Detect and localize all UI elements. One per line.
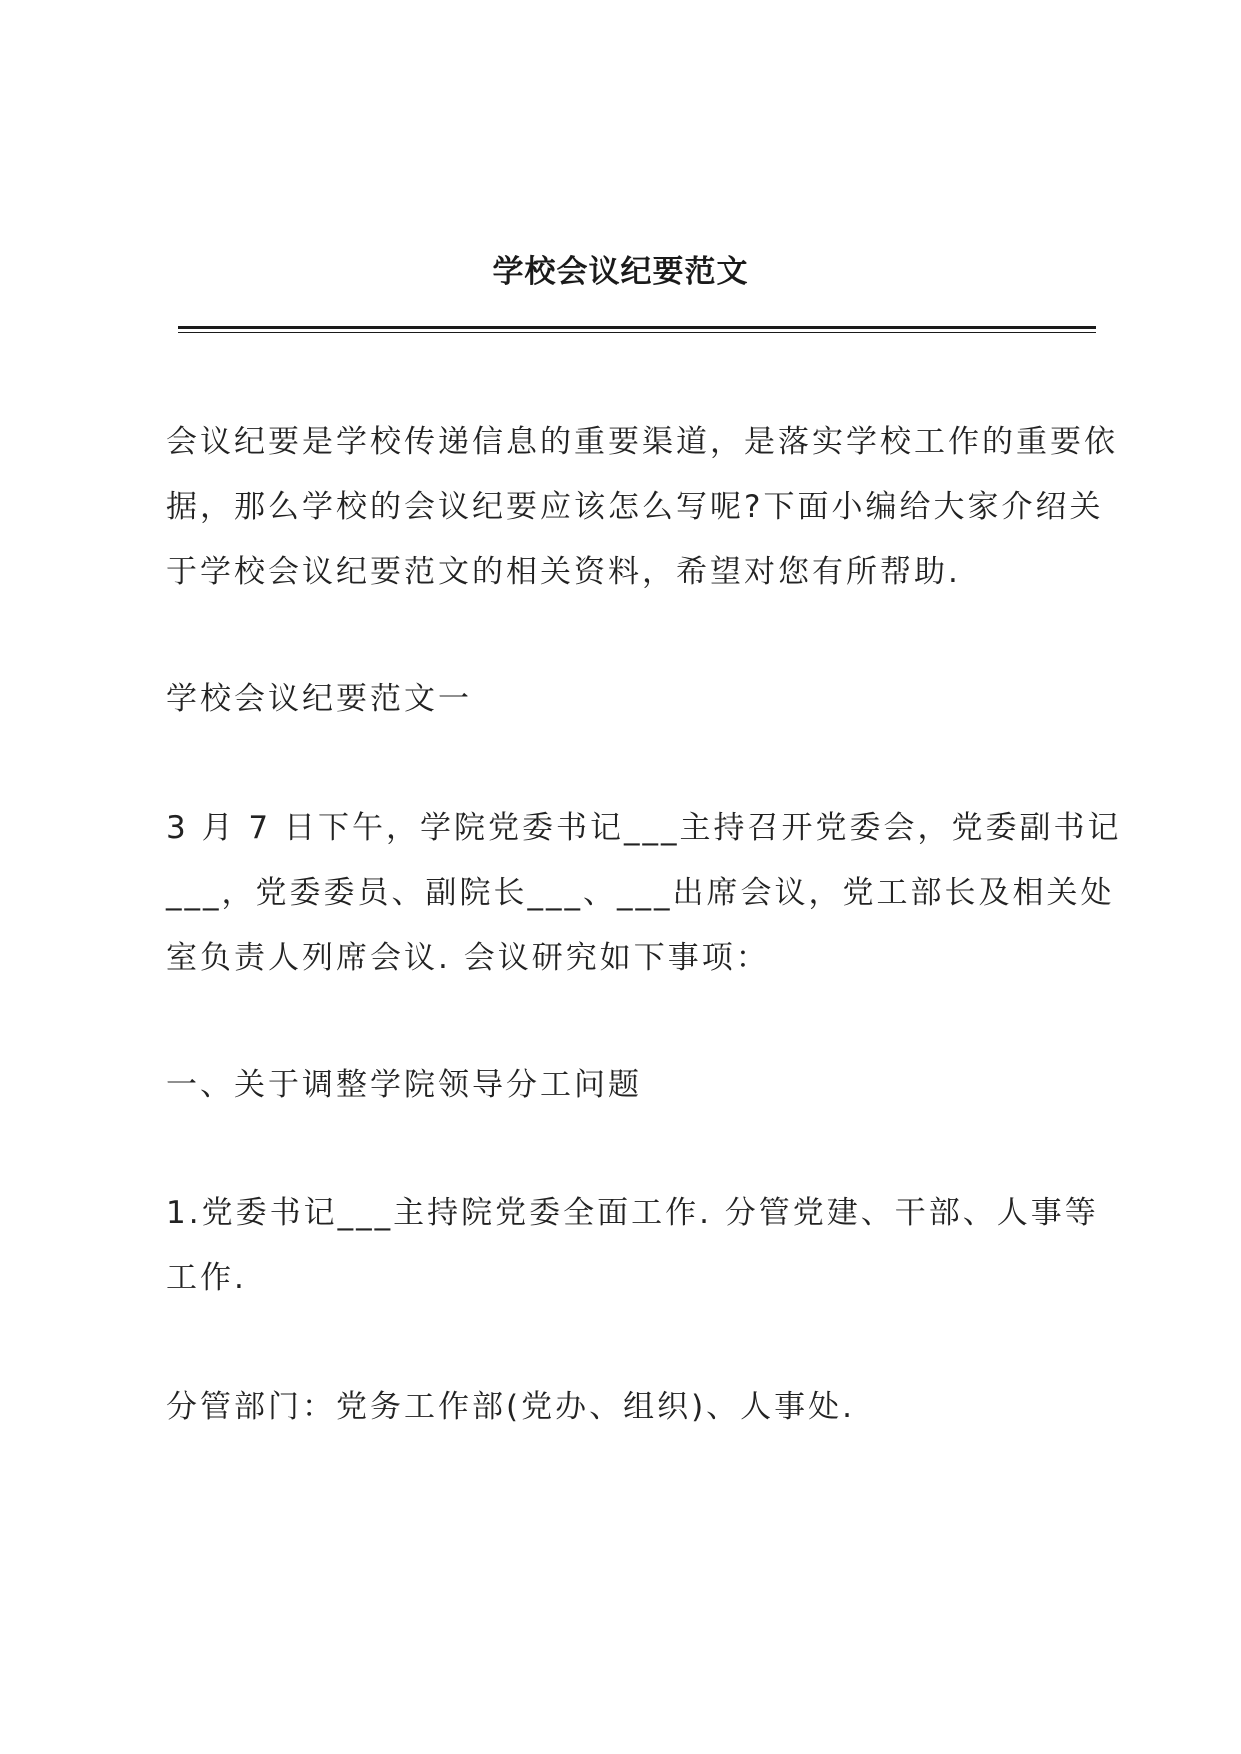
divider-thick-line [178,326,1096,329]
department-paragraph [166,1375,1086,1440]
item-heading-text: 一、关于调整学院领导分工问题 [166,1067,642,1103]
meeting-line: 3 月 7 日下午，学院党委书记___主持召开党委会，党委副书记 [166,810,1122,846]
intro-line: 据，那么学校的会议纪要应该怎么写呢?下面小编给大家介绍关 [166,489,1104,525]
divider-thin-line [178,332,1096,333]
section-heading-text: 学校会议纪要范文一 [166,681,472,717]
intro-paragraph [166,410,1118,605]
item-heading [166,1053,1086,1118]
meeting-paragraph [166,796,1122,991]
item-paragraph [166,1181,1099,1311]
intro-line: 于学校会议纪要范文的相关资料，希望对您有所帮助. [166,554,961,590]
meeting-line: ___，党委委员、副院长___、___出席会议，党工部长及相关处 [166,875,1115,911]
intro-line: 会议纪要是学校传递信息的重要渠道，是落实学校工作的重要依 [166,424,1118,460]
title-divider [178,326,1096,334]
item-line: 工作. [166,1260,247,1296]
item-line: 1.党委书记___主持院党委全面工作. 分管党建、干部、人事等 [166,1195,1099,1231]
meeting-line: 室负责人列席会议. 会议研究如下事项： [166,940,770,976]
page-title: 学校会议纪要范文 [492,254,749,290]
department-line: 分管部门：党务工作部(党办、组织)、人事处. [166,1389,856,1425]
section-heading [166,667,1086,732]
